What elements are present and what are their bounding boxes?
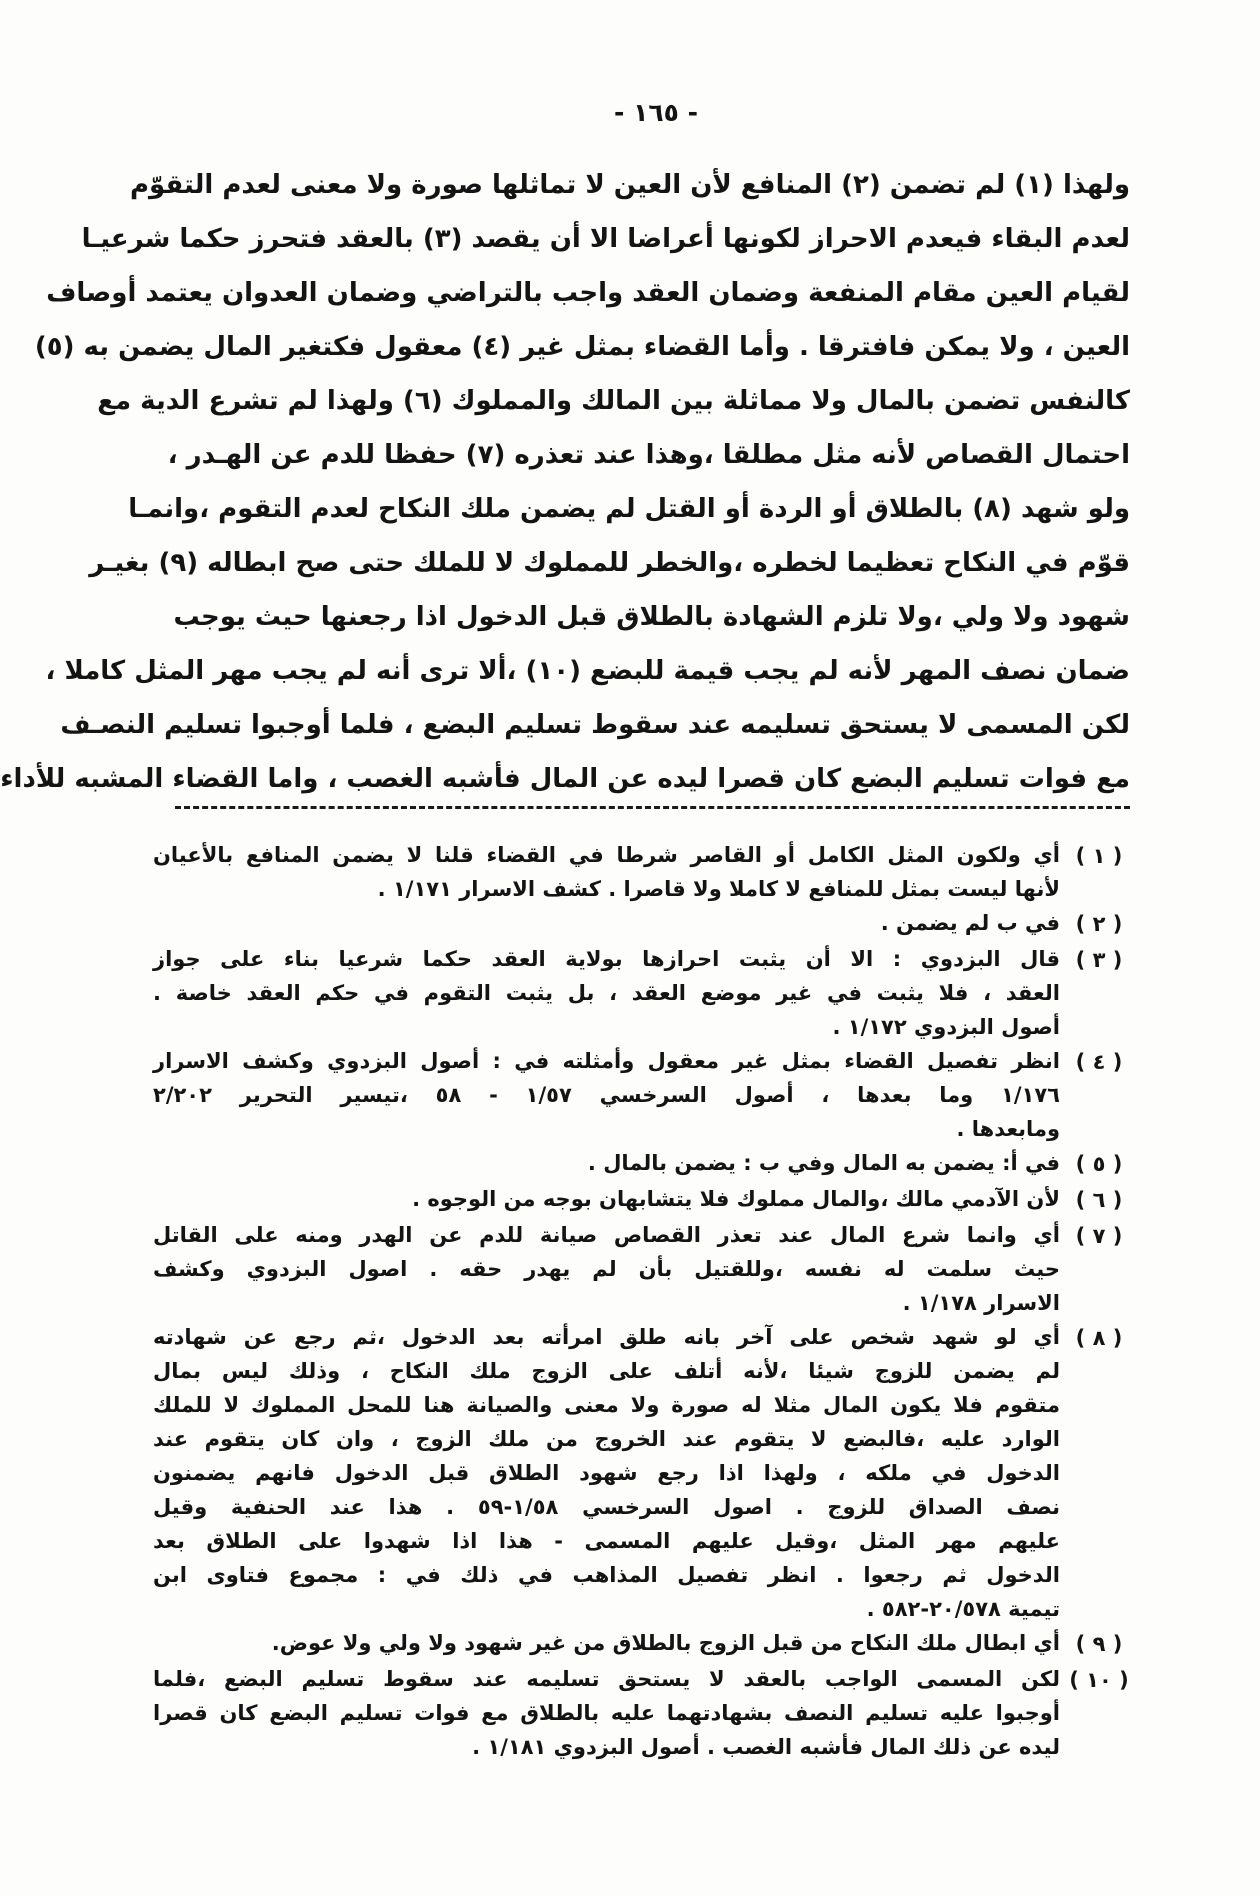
footnote-line: في ب لم يضمن . bbox=[880, 911, 1060, 935]
footnote-line: عليهم مهر المثل ،وقيل عليهم المسمى - هذا اذا شهدوا على الطلاق بعد bbox=[153, 1529, 1060, 1553]
footnote-text bbox=[153, 1662, 1060, 1764]
footnote-number: ( ٩ ) bbox=[1075, 1632, 1123, 1656]
body-line: احتمال القصاص لأنه مثل مطلقا ،وهذا عند تعذره (٧) حفظا للدم عن الهـدر ، bbox=[167, 440, 1130, 470]
body-line: لكن المسمى لا يستحق تسليمه عند سقوط تسليم البضع ، فلما أوجبوا تسليم النصـف bbox=[60, 710, 1130, 740]
body-line: لعدم البقاء فيعدم الاحراز لكونها أعراضا الا أن يقصد (٣) بالعقد فتحرز حكما شرعيـا bbox=[81, 224, 1130, 254]
footnote-number: ( ٣ ) bbox=[1075, 948, 1123, 972]
footnote-line: لأنها ليست بمثل للمنافع لا كاملا ولا قاصرا . كشف الاسرار ١/١٧١ . bbox=[377, 877, 1060, 901]
footnote-line: قال البزدوي : الا أن يثبت احرازها بولاية العقد حكما شرعيا بناء على جواز bbox=[153, 947, 1060, 971]
body-line: مع فوات تسليم البضع كان قصرا ليده عن المال فأشبه الغصب ، واما القضاء المشبه للأداء bbox=[0, 764, 1130, 794]
footnote-line: لكن المسمى الواجب بالعقد لا يستحق تسليمه عند سقوط تسليم البضع ،فلما bbox=[153, 1667, 1060, 1691]
body-line: كالنفس تضمن بالمال ولا مماثلة بين المالك والمملوك (٦) ولهذا لم تشرع الدية مع bbox=[97, 386, 1130, 416]
body-line: ولو شهد (٨) بالطلاق أو الردة أو القتل لم يضمن ملك النكاح لعدم التقوم ،وانمـا bbox=[128, 494, 1130, 524]
footnote-line: الاسرار ١/١٧٨ . bbox=[902, 1291, 1060, 1315]
footnote-text bbox=[153, 1182, 1060, 1216]
footnote-separator bbox=[175, 806, 1130, 809]
footnote-line: في أ: يضمن به المال وفي ب : يضمن بالمال . bbox=[587, 1151, 1060, 1175]
footnote-line: نصف الصداق للزوج . اصول السرخسي ١/٥٨-٥٩ . هذا عند الحنفية وقيل bbox=[153, 1495, 1060, 1519]
footnote-line: تيمية ٢٠/٥٧٨-٥٨٢ . bbox=[866, 1597, 1060, 1621]
footnote bbox=[153, 1182, 1138, 1218]
footnote-line: أي ولكون المثل الكامل أو القاصر شرطا في القضاء قلنا لا يضمن المنافع بالأعيان bbox=[153, 843, 1060, 867]
footnote-number: ( ٤ ) bbox=[1075, 1050, 1123, 1074]
footnote-line: الوارد عليه ،فالبضع لا يتقوم عند الخروج من ملك الزوج ، وان كان يتقوم عند bbox=[153, 1427, 1060, 1451]
footnote-line: أصول البزدوي ١/١٧٢ . bbox=[832, 1015, 1060, 1039]
footnote-number: ( ١٠ ) bbox=[1069, 1668, 1129, 1692]
footnote-number: ( ٨ ) bbox=[1075, 1326, 1123, 1350]
footnote-line: أي لو شهد شخص على آخر بانه طلق امرأته بعد الدخول ،ثم رجع عن شهادته bbox=[153, 1325, 1060, 1349]
footnote-text bbox=[153, 1044, 1060, 1146]
body-text bbox=[0, 158, 1130, 806]
footnote-number: ( ٧ ) bbox=[1075, 1224, 1123, 1248]
body-line: ولهذا (١) لم تضمن (٢) المنافع لأن العين لا تماثلها صورة ولا معنى لعدم التقوّم bbox=[129, 170, 1130, 200]
footnote-number: ( ١ ) bbox=[1075, 844, 1123, 868]
footnote-line: ١/١٧٦ وما بعدها ، أصول السرخسي ١/٥٧ - ٥٨ ،تيسير التحرير ٢/٢٠٢ bbox=[153, 1083, 1061, 1107]
footnote-line: أي ابطال ملك النكاح من قبل الزوج بالطلاق من غير شهود ولا ولي ولا عوض. bbox=[271, 1631, 1060, 1655]
footnote-text bbox=[153, 906, 1060, 940]
footnote bbox=[153, 1218, 1138, 1320]
footnote-text bbox=[153, 942, 1060, 1044]
footnote bbox=[153, 1320, 1138, 1626]
footnote-text bbox=[153, 1320, 1060, 1626]
body-line: شهود ولا ولي ،ولا تلزم الشهادة بالطلاق قبل الدخول اذا رجعنها حيث يوجب bbox=[173, 602, 1130, 632]
footnote-text bbox=[153, 1626, 1060, 1660]
footnote bbox=[153, 1626, 1138, 1662]
footnote bbox=[153, 838, 1138, 906]
footnote-line: الدخول في ملكه ، ولهذا اذا رجع شهود الطلاق قبل الدخول فانهم يضمنون bbox=[153, 1461, 1060, 1485]
footnote-line: أوجبوا عليه تسليم النصف بشهادتهما عليه بالطلاق مع فوات تسليم البضع كان قصرا bbox=[153, 1701, 1060, 1725]
page-number: - ١٦٥ - bbox=[614, 98, 698, 127]
footnote-text bbox=[153, 1146, 1060, 1180]
footnote-line: انظر تفصيل القضاء بمثل غير معقول وأمثلته في : أصول البزدوي وكشف الاسرار bbox=[153, 1049, 1060, 1073]
footnote-line: متقوم فلا يكون المال مثلا له صورة ولا معنى والصيانة هنا للمحل المملوك لا للملك bbox=[153, 1393, 1060, 1417]
footnote bbox=[153, 1146, 1138, 1182]
footnote-line: ومابعدها . bbox=[956, 1117, 1060, 1141]
footnote-number: ( ٥ ) bbox=[1075, 1152, 1123, 1176]
footnote-number: ( ٢ ) bbox=[1075, 912, 1123, 936]
body-line: لقيام العين مقام المنفعة وضمان العقد واجب بالتراضي وضمان العدوان يعتمد أوصاف bbox=[46, 278, 1130, 308]
footnote bbox=[153, 906, 1138, 942]
footnote-line: لأن الآدمي مالك ،والمال مملوك فلا يتشابهان بوجه من الوجوه . bbox=[412, 1187, 1060, 1211]
footnote-number: ( ٦ ) bbox=[1075, 1188, 1123, 1212]
footnote-text bbox=[153, 838, 1060, 906]
footnote bbox=[153, 942, 1138, 1044]
body-line: العين ، ولا يمكن فافترقا . وأما القضاء بمثل غير (٤) معقول فكتغير المال يضمن به (٥) bbox=[34, 332, 1130, 362]
footnote bbox=[153, 1662, 1138, 1764]
footnote-line: لم يضمن للزوج شيئا ،لأنه أتلف على الزوج ملك النكاح ، وذلك ليس بمال bbox=[153, 1359, 1060, 1383]
footnote-line: العقد ، فلا يثبت في غير موضع العقد ، بل يثبت التقوم في حكم العقد خاصة . bbox=[153, 981, 1060, 1005]
body-line: ضمان نصف المهر لأنه لم يجب قيمة للبضع (١٠) ،ألا ترى أنه لم يجب مهر المثل كاملا ، bbox=[45, 656, 1130, 686]
footnote bbox=[153, 1044, 1138, 1146]
footnote-line: الدخول ثم رجعوا . انظر تفصيل المذاهب في ذلك في : مجموع فتاوى ابن bbox=[153, 1563, 1060, 1587]
footnote-line: حيث سلمت له نفسه ،وللقتيل بأن لم يهدر حقه . اصول البزدوي وكشف bbox=[153, 1257, 1060, 1281]
footnotes-section bbox=[153, 838, 1138, 1764]
footnote-line: ليده عن ذلك المال فأشبه الغصب . أصول البزدوي ١/١٨١ . bbox=[472, 1735, 1060, 1759]
footnote-line: أي وانما شرع المال عند تعذر القصاص صيانة للدم عن الهدر ومنه على القاتل bbox=[153, 1223, 1060, 1247]
body-line: قوّم في النكاح تعظيما لخطره ،والخطر للمملوك لا للملك حتى صح ابطاله (٩) بغيـر bbox=[89, 548, 1130, 578]
footnote-text bbox=[153, 1218, 1060, 1320]
